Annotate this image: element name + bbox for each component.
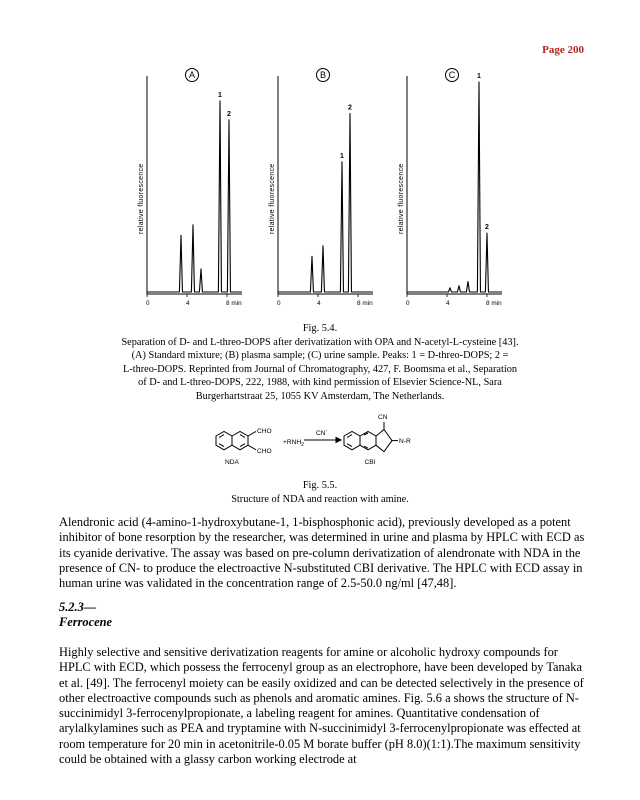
panel-b-peak-label-2: 2	[348, 104, 352, 112]
cbi-nr-label: N-R	[399, 438, 411, 445]
panel-a-tick-label-0: 0	[146, 300, 150, 307]
fig54-caption-line-5: Burgerhartstraat 25, 1055 KV Amsterdam, The Netherlands.	[195, 390, 445, 402]
panel-c-peak-label-1: 1	[477, 73, 481, 80]
panel-c-tick-label-1: 4	[446, 300, 450, 307]
fig55-caption-text: Structure of NDA and reaction with amine.	[231, 493, 409, 505]
paragraph-alendronic: Alendronic acid (4-amino-1-hydroxybutane-1, 1-bisphosphonic acid), previously developed as a potent inhibitor of bone resorption by the researcher, was determined in urine and plasma by HPLC with ECD as its cyanide derivative. The assay was based on pre-column derivatization of alendronate with NDA in the presence of CN- to produce the electroactive N-substituted CBI derivative. The HPLC with ECD assay in human urine was validated in the concentration range of 2.5-50.0 ng/ml [47,48].	[59, 515, 585, 591]
nda-ring-right	[232, 431, 248, 449]
nda-cho-bottom: CHO	[257, 448, 272, 455]
panel-c-tick-label-2: 8 min	[486, 300, 502, 307]
panel-b-label: B	[319, 70, 327, 81]
panel-b-y-label: relative fluorescence	[269, 163, 276, 234]
cn-above-arrow: CN-	[316, 428, 328, 437]
panel-a-tick-label-2: 8 min	[226, 300, 242, 307]
cbi-ring-pyrrole	[376, 430, 392, 452]
panel-c-label: C	[448, 70, 456, 81]
panel-b-trace	[278, 114, 373, 293]
panel-b-tick-label-1: 4	[317, 300, 321, 307]
fig54-title: Fig. 5.4.	[302, 323, 338, 334]
nda-label: NDA	[225, 459, 239, 466]
cbi-label: CBI	[364, 459, 376, 466]
section-number: 5.2.3—	[59, 600, 97, 614]
fig54-caption-line-3: L-threo-DOPS. Reprinted from Journal of Chromatography, 427, F. Boomsma et al., Separation	[122, 363, 517, 375]
panel-b-peak-label-1: 1	[340, 152, 344, 160]
panel-c-peak-label-2: 2	[485, 224, 489, 232]
fig54-caption-line-1: Separation of D- and L-threo-DOPS after derivatization with OPA and N-acetyl-L-cysteine [43].	[121, 336, 519, 348]
nda-ring-left	[216, 431, 232, 449]
fig54-caption-line-2: (A) Standard mixture; (B) plasma sample; (C) urine sample. Peaks: 1 = D-threo-DOPS; 2 =	[131, 350, 509, 362]
panel-a-y-label: relative fluorescence	[138, 163, 145, 234]
reagent-label: $+RNH_2$	[283, 439, 304, 448]
panel-a-peak-label-2: 2	[227, 110, 231, 118]
panel-a-trace	[147, 101, 242, 292]
chromatogram-figure	[0, 0, 640, 310]
panel-c-trace	[407, 82, 502, 292]
panel-c-y-label: relative fluorescence	[398, 163, 405, 234]
cbi-ring-left	[344, 431, 360, 449]
panel-a-label: A	[188, 70, 196, 81]
cbi-cn-label: CN	[378, 414, 388, 421]
nda-cho-top: CHO	[257, 428, 272, 435]
fig55-title: Fig. 5.5.	[302, 480, 338, 491]
page-number: Page 200	[542, 44, 584, 56]
cbi-ring-middle	[360, 431, 376, 449]
fig54-caption	[100, 322, 540, 404]
paragraph-ferrocene: Highly selective and sensitive derivatization reagents for amine or alcoholic hydroxy compounds for HPLC with ECD, which possess the ferrocenyl group as an electrophore, have been developed by Tanaka et al. [49]. The ferrocenyl moiety can be easily oxidized and can be detected selectively in the presence of other electroactive compounds such as phenols and aromatic amines. Fig. 5.6 a shows the structure of N-succinimidyl 3-ferrocenylpropionate, a labeling reagent for amines. Quantitative condensation of arylalkylamines such as PEA and tryptamine with N-succinimidyl 3-ferrocenylpropionate was effected at room temperature for 20 min in acetonitrile-0.05 M borate buffer (pH 8.0)(1:1).The maximum sensitivity could be obtained with a glassy carbon working electrode at	[59, 645, 584, 767]
panel-a-tick-label-1: 4	[186, 300, 190, 307]
panel-b-tick-label-2: 8 min	[357, 300, 373, 307]
nda-reaction-structure	[0, 400, 640, 470]
fig55-caption	[100, 479, 540, 506]
panel-c-tick-label-0: 0	[406, 300, 410, 307]
fig54-caption-line-4: of D- and L-threo-DOPS, 222, 1988, with kind permission of Elsevier Science-NL, Sara	[138, 377, 502, 389]
panel-a-peak-label-1: 1	[218, 91, 222, 99]
section-title: Ferrocene	[59, 615, 112, 629]
panel-b-tick-label-0: 0	[277, 300, 281, 307]
